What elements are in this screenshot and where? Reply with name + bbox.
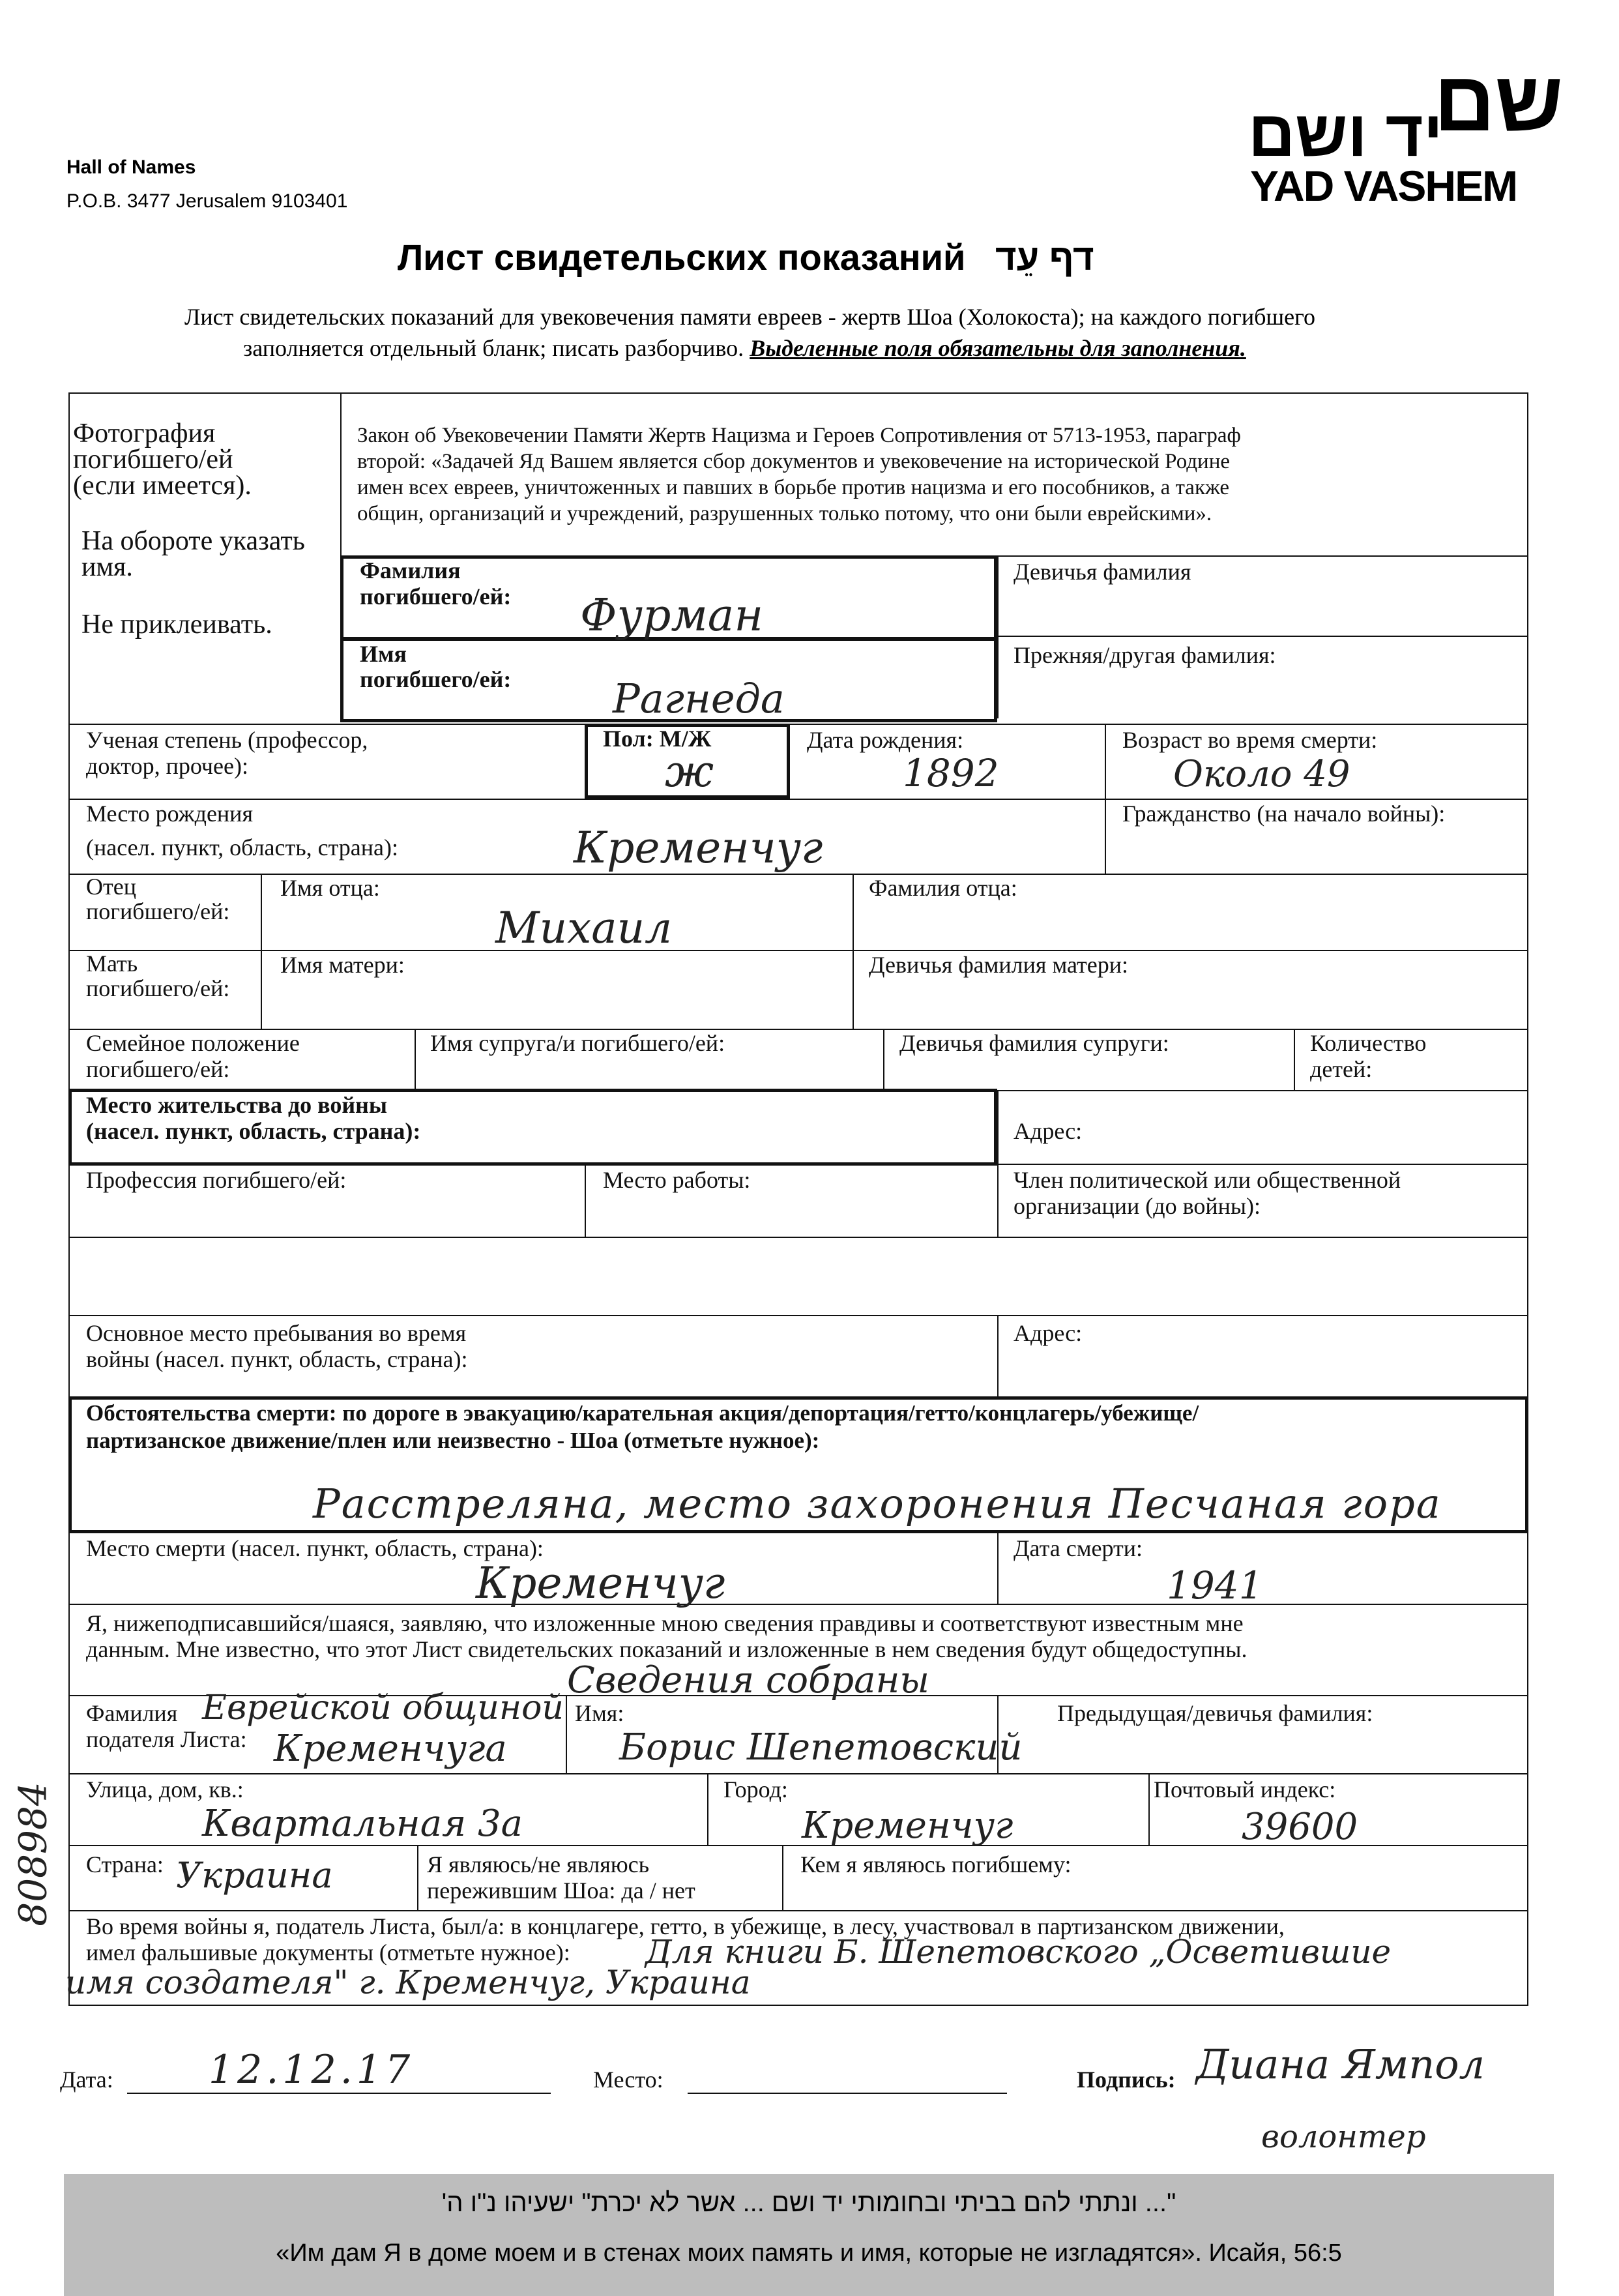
- circumstances-value[interactable]: Расстреляна, место захоронения Песчаная гора: [313, 1480, 1442, 1527]
- required-note: Выделенные поля обязательны для заполнения.: [750, 335, 1246, 361]
- divider: [853, 874, 854, 1030]
- wartime-label-1: Основное место пребывания во время: [86, 1320, 467, 1346]
- logo-mark: שם: [1434, 53, 1564, 149]
- law-line2: второй: «Задачей Яд Вашем является сбор документов и увековечение на исторической Родине: [357, 450, 1231, 473]
- city-value[interactable]: Кременчуг: [802, 1804, 1014, 1847]
- divider: [68, 1237, 1528, 1238]
- address-label: Адрес:: [1014, 1118, 1083, 1144]
- date-line: [127, 2093, 551, 2094]
- father-name-label: Имя отца:: [280, 875, 380, 901]
- member-label-2: организации (до войны):: [1014, 1193, 1261, 1219]
- photo-no-glue: Не приклеивать.: [81, 610, 272, 640]
- marital-label-2: погибшего/ей:: [86, 1056, 230, 1082]
- divider: [68, 1315, 1528, 1316]
- divider: [68, 950, 1528, 951]
- postal-value[interactable]: 39600: [1242, 1806, 1358, 1848]
- divider: [68, 799, 1528, 800]
- age-label: Возраст во время смерти:: [1122, 727, 1378, 753]
- sub-surname-label-2: подателя Листа:: [86, 1726, 247, 1752]
- divider: [997, 1315, 999, 1396]
- birth-date-label: Дата рождения:: [807, 727, 964, 753]
- city-label: Город:: [723, 1776, 788, 1803]
- place-label: Место:: [593, 2067, 664, 2093]
- sub-surname-value-1[interactable]: Еврейской общиной: [202, 1688, 564, 1728]
- page-title: [398, 236, 1094, 278]
- mother-label-1: Мать: [86, 950, 138, 977]
- surname-label-2: погибшего/ей:: [360, 583, 512, 610]
- sub-name-value[interactable]: Борис Шепетовский: [619, 1726, 1023, 1769]
- divider: [68, 1604, 1528, 1605]
- age-value[interactable]: Около 49: [1173, 753, 1350, 795]
- country-value[interactable]: Украина: [176, 1855, 333, 1896]
- circumstances-label-2: партизанское движение/плен или неизвестно - Шоа (отметьте нужное):: [86, 1428, 820, 1453]
- birthplace-label-2: (насел. пункт, область, страна):: [86, 834, 399, 861]
- mother-name-label: Имя матери:: [280, 952, 405, 978]
- citizenship-label: Гражданство (на начало войны):: [1122, 801, 1446, 827]
- father-label-1: Отец: [86, 874, 136, 900]
- divider: [782, 1845, 783, 1910]
- divider: [68, 1773, 1528, 1774]
- street-value[interactable]: Квартальная 3а: [202, 1803, 523, 1845]
- surname-value[interactable]: Фурман: [580, 590, 764, 641]
- title-ru: Лист свидетельских показаний: [398, 237, 966, 278]
- sub-name-label: Имя:: [575, 1700, 624, 1726]
- workplace-label: Место работы:: [603, 1167, 751, 1193]
- declaration-line1: Я, нижеподписавшийся/шаяся, заявляю, что изложенные мною сведения правдивы и соответствуют известным мне: [86, 1610, 1244, 1636]
- law-line3: имен всех евреев, уничтоженных и павших в борьбе против нацизма и его пособников, а также: [357, 476, 1229, 499]
- divider: [566, 1695, 567, 1773]
- father-surname-label: Фамилия отца:: [869, 875, 1017, 901]
- name-label-1: Имя: [360, 641, 407, 667]
- spouse-name-label: Имя супруга/и погибшего/ей:: [430, 1030, 725, 1056]
- divider: [1294, 1029, 1295, 1091]
- prev-surname-label: Прежняя/другая фамилия:: [1014, 642, 1276, 668]
- logo-latin: YAD VASHEM: [1250, 162, 1517, 210]
- residence-label-1: Место жительства до войны: [86, 1092, 387, 1118]
- intro-text: заполняется отдельный бланк; писать разборчиво.: [243, 335, 744, 361]
- country-label: Страна:: [86, 1851, 164, 1877]
- divider: [261, 874, 262, 1030]
- divider: [1148, 1773, 1150, 1845]
- surname-label-1: Фамилия: [360, 557, 461, 583]
- declaration-line2: данным. Мне известно, что этот Лист свидетельских показаний и изложенные в нем сведения будут общедоступны.: [86, 1636, 1247, 1662]
- first-name-value[interactable]: Рагнеда: [613, 675, 785, 722]
- during-war-label-2: имел фальшивые документы (отметьте нужное):: [86, 1939, 570, 1965]
- profession-label: Профессия погибшего/ей:: [86, 1167, 347, 1193]
- birth-year-value[interactable]: 1892: [903, 751, 999, 795]
- death-year-value[interactable]: 1941: [1167, 1563, 1263, 1608]
- address2-label: Адрес:: [1014, 1320, 1083, 1346]
- divider: [883, 1029, 884, 1091]
- signature-value[interactable]: Диана Ямпол: [1196, 2040, 1485, 2088]
- photo-back-1: На обороте указать: [81, 526, 305, 556]
- death-place-label: Место смерти (насел. пункт, область, страна):: [86, 1535, 544, 1561]
- title-he: דף עֵד: [995, 237, 1094, 278]
- signature-label: Подпись:: [1077, 2067, 1176, 2093]
- wartime-label-2: войны (насел. пункт, область, страна):: [86, 1346, 468, 1372]
- org-address: P.O.B. 3477 Jerusalem 9103401: [66, 190, 348, 212]
- side-number: 808984: [10, 1782, 55, 1926]
- spouse-maiden-label: Девичья фамилия супруги:: [899, 1030, 1169, 1056]
- photo-back-2: имя.: [81, 552, 133, 582]
- divider: [707, 1773, 708, 1845]
- father-label-2: погибшего/ей:: [86, 898, 230, 924]
- law-line4: общин, организаций и учреждений, разрушенных только потому, что они были еврейскими».: [357, 502, 1212, 525]
- signature-role: волонтер: [1261, 2119, 1426, 2155]
- circumstances-label-1: Обстоятельства смерти: по дороге в эвакуацию/карательная акция/депортация/гетто/концлагерь/убежище/: [86, 1400, 1199, 1426]
- postal-label: Почтовый индекс:: [1154, 1776, 1336, 1803]
- birthplace-value[interactable]: Кременчуг: [574, 823, 823, 873]
- mother-label-2: погибшего/ей:: [86, 975, 230, 1001]
- divider: [68, 724, 1528, 725]
- survivor-label-2: пережившим Шоа: да / нет: [427, 1877, 695, 1904]
- death-place-value[interactable]: Кременчуг: [476, 1558, 725, 1608]
- survivor-label-1: Я являюсь/не являюсь: [427, 1851, 650, 1877]
- sub-surname-value-2[interactable]: Кременчуга: [274, 1728, 507, 1770]
- footer-hebrew: "... ונתתי להם בביתי ובחומותי יד ושם ... אשר לא יכרת" ישעיהו נ"ו ה': [441, 2188, 1176, 2217]
- degree-label-2: доктор, прочее):: [86, 753, 248, 779]
- collected-value[interactable]: Сведения собраны: [567, 1659, 930, 1701]
- divider: [997, 555, 999, 718]
- maiden-label: Девичья фамилия: [1014, 559, 1191, 585]
- children-label-1: Количество: [1310, 1030, 1427, 1056]
- divider: [997, 636, 1528, 637]
- date-value[interactable]: 12.12.17: [209, 2047, 415, 2093]
- member-label-1: Член политической или общественной: [1014, 1167, 1401, 1193]
- during-war-label-1: Во время войны я, податель Листа, был/а: в концлагере, гетто, в убежище, в лесу, участвовал в партизанском движении,: [86, 1913, 1285, 1939]
- logo-hebrew: יד ושם: [1248, 97, 1443, 170]
- divider: [415, 1029, 416, 1091]
- death-date-label: Дата смерти:: [1014, 1535, 1143, 1561]
- during-war-value-2[interactable]: имя создателя" г. Кременчуг, Украина: [65, 1964, 751, 2001]
- intro-line2: [243, 334, 1246, 362]
- degree-label-1: Ученая степень (профессор,: [86, 727, 368, 753]
- footer-band: [64, 2174, 1554, 2296]
- sub-prev-label: Предыдущая/девичья фамилия:: [1057, 1700, 1373, 1726]
- org-name: Hall of Names: [66, 156, 196, 178]
- divider: [417, 1845, 418, 1910]
- marital-label-1: Семейное положение: [86, 1030, 300, 1056]
- photo-label-1: Фотография: [73, 419, 216, 449]
- sex-label: Пол: М/Ж: [603, 726, 712, 752]
- divider: [68, 1910, 1528, 1911]
- date-label: Дата:: [60, 2067, 113, 2093]
- intro-line1: Лист свидетельских показаний для увековечения памяти евреев - жертв Шоа (Холокоста); на каждого погибшего: [184, 304, 1315, 330]
- children-label-2: детей:: [1310, 1056, 1373, 1082]
- during-war-value-1[interactable]: Для книги Б. Шепетовского „Осветившие: [645, 1933, 1392, 1971]
- photo-label-3: (если имеется).: [73, 471, 252, 501]
- street-label: Улица, дом, кв.:: [86, 1776, 244, 1803]
- sub-surname-label-1: Фамилия: [86, 1700, 178, 1726]
- birthplace-label-1: Место рождения: [86, 801, 254, 827]
- law-line1: Закон об Увековечении Памяти Жертв Нацизма и Героев Сопротивления от 5713-1953, параграф: [357, 424, 1241, 447]
- photo-label-2: погибшего/ей: [73, 445, 233, 475]
- relation-label: Кем я являюсь погибшему:: [800, 1851, 1072, 1877]
- sex-value[interactable]: ж: [665, 746, 714, 797]
- divider: [585, 1164, 586, 1237]
- place-line: [688, 2093, 1007, 2094]
- divider: [997, 1532, 999, 1604]
- mother-maiden-label: Девичья фамилия матери:: [869, 952, 1129, 978]
- residence-label-2: (насел. пункт, область, страна):: [86, 1118, 421, 1144]
- name-label-2: погибшего/ей:: [360, 666, 512, 692]
- footer-russian: «Им дам Я в доме моем и в стенах моих память и имя, которые не изгладятся». Исайя, 56:5: [276, 2239, 1342, 2267]
- father-name-value[interactable]: Михаил: [495, 903, 673, 953]
